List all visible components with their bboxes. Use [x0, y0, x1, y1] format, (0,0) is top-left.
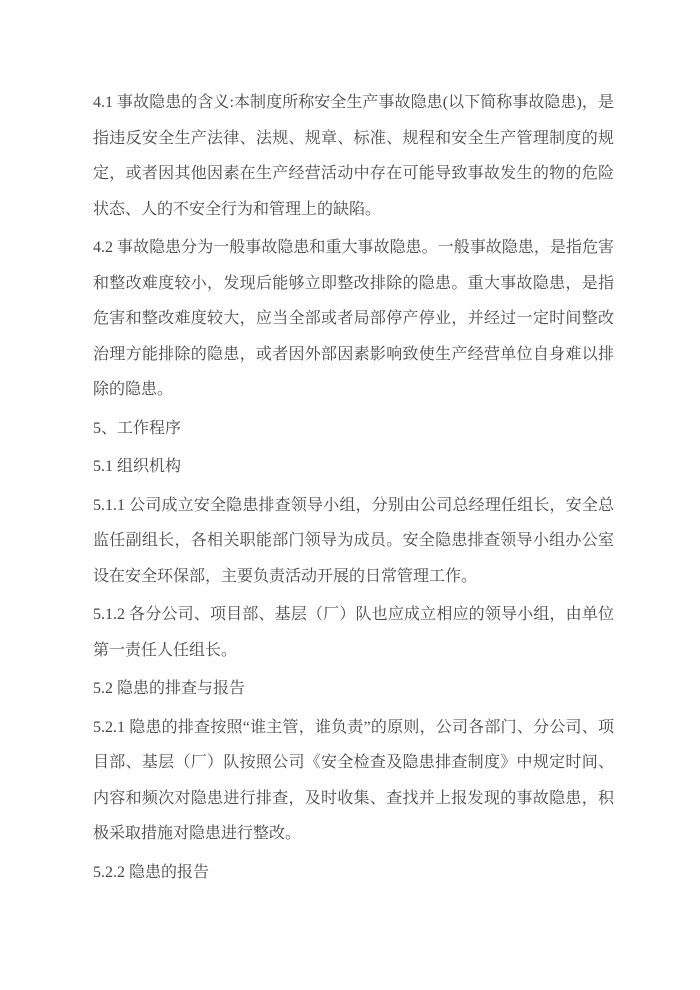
heading-5-2-inspection-and-report: 5.2 隐患的排查与报告 [93, 680, 246, 697]
heading-5-work-procedure: 5、工作程序 [93, 419, 182, 437]
paragraph-4-2-hazard-classification: 4.2 事故隐患分为一般事故隐患和重大事故隐患。一般事故隐患，是指危害和整改难度较小，发现后能够立即整改排除的隐患。重大事故隐患，是指危害和整改难度较大，应当全部或者局部停产停业，并经过一定时间整改治理方能排除的隐患，或者因外部因素影响致使生产经营单位自身难以排除的隐患。 [93, 239, 614, 398]
heading-5-2-2-hazard-report: 5.2.2 隐患的报告 [93, 863, 210, 881]
heading-5-1-organization: 5.1 组织机构 [93, 458, 182, 475]
paragraph-4-1-hazard-definition: 4.1 事故隐患的含义:本制度所称安全生产事故隐患(以下简称事故隐患)，是指违反安全生产法律、法规、规章、标准、规程和安全生产管理制度的规定，或者因其他因素在生产经营活动中存在可能导致事故发生的物的危险状态、人的不安全行为和管理上的缺陷。 [93, 94, 614, 218]
paragraph-5-1-1-leading-group: 5.1.1 公司成立安全隐患排查领导小组，分别由公司总经理任组长，安全总监任副组长，各相关职能部门领导为成员。安全隐患排查领导小组办公室设在安全环保部，主要负责活动开展的日常管理工作。 [93, 496, 614, 585]
paragraph-5-2-1-inspection-principle: 5.2.1 隐患的排查按照“谁主管，谁负责”的原则，公司各部门、分公司、项目部、基层（厂）队按照公司《安全检查及隐患排查制度》中规定时间、内容和频次对隐患进行排查，及时收集、查找并上报发现的事故隐患，积极采取措施对隐患进行整改。 [93, 718, 614, 842]
paragraph-5-1-2-branch-groups: 5.1.2 各分公司、项目部、基层（厂）队也应成立相应的领导小组，由单位第一责任人任组长。 [93, 606, 614, 659]
